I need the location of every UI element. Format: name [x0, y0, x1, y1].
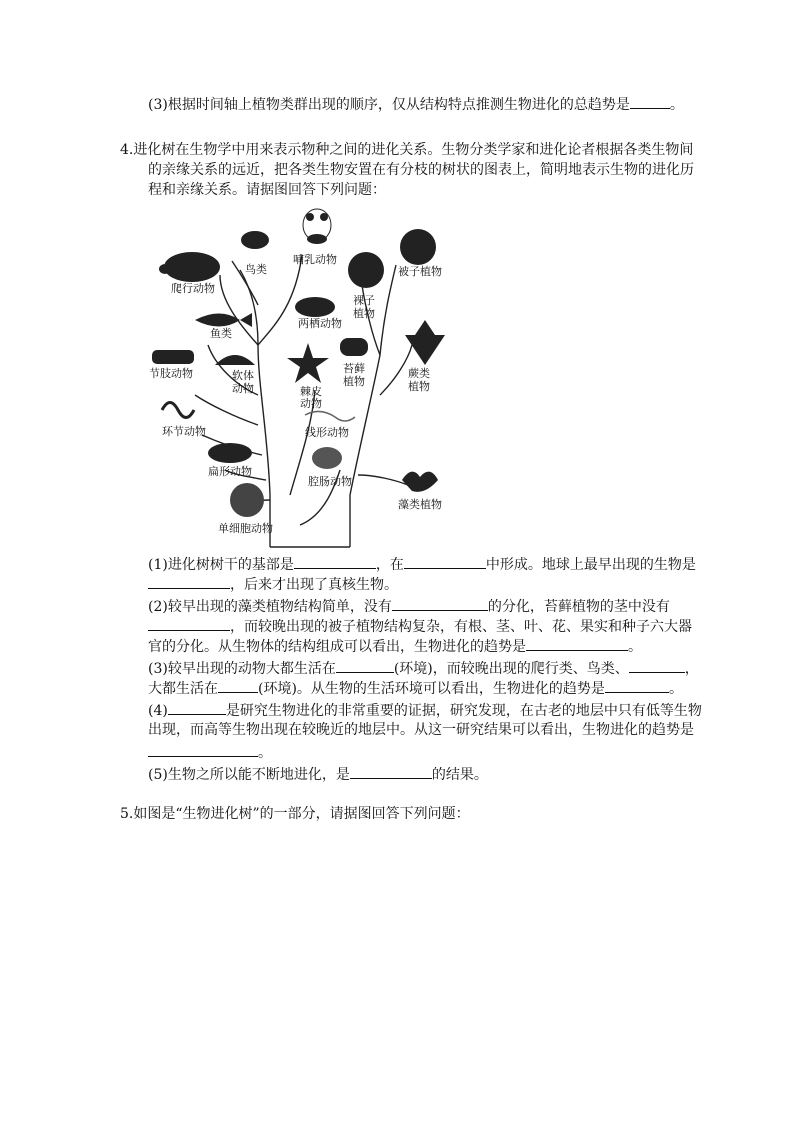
sub2-line-3: [148, 636, 642, 657]
sub2-text-d: 官的分化。从生物体的结构组成可以看出，生物进化的趋势是: [148, 639, 526, 655]
sub3-line-1: [148, 658, 699, 679]
angiosperm-image: [400, 229, 436, 265]
q4-intro-line-3: 程和亲缘关系。请据图回答下列问题：: [148, 182, 386, 198]
label-coelenterate: 腔肠动物: [308, 475, 352, 488]
q3-end: 。: [669, 97, 684, 113]
fern-image: [405, 320, 445, 365]
answer-blank[interactable]: [350, 764, 432, 779]
sub2-line-1: [148, 596, 670, 617]
label-fern-1: 蕨类: [408, 367, 430, 380]
gymnosperm-image: [348, 252, 384, 288]
sub1-text-a: (1)进化树树干的基部是: [148, 557, 294, 573]
label-mollusc-1: 软体: [232, 369, 254, 382]
sub3-text-d: 大都生活在: [148, 681, 218, 697]
answer-blank[interactable]: [605, 678, 669, 693]
bird-image: [241, 231, 269, 249]
sub4-line-1: [148, 700, 702, 721]
tree-labels: [149, 252, 442, 535]
fish-image: [195, 313, 252, 327]
sub5-text-b: 的结果。: [431, 767, 488, 783]
answer-blank[interactable]: [392, 596, 488, 611]
label-mollusc-2: 动物: [232, 382, 254, 395]
label-bird: 鸟类: [245, 263, 267, 276]
label-moss-1: 苔藓: [343, 362, 365, 375]
moss-image: [340, 338, 368, 356]
label-algae: 藻类植物: [398, 498, 442, 511]
sub1-text-c: 中形成。地球上最早出现的生物是: [485, 557, 696, 573]
sub4-text-c: 。: [258, 745, 272, 761]
question-5: 5.如图是“生物进化树”的一部分，请据图回答下列问题：: [120, 806, 470, 822]
sub1-line-2: [148, 574, 398, 595]
label-unicellular: 单细胞动物: [218, 522, 273, 535]
sub3-text-a: (3)较早出现的动物大都生活在: [148, 661, 336, 677]
label-nematode: 线形动物: [305, 426, 349, 439]
label-angiosperm: 被子植物: [398, 265, 442, 278]
answer-blank[interactable]: [630, 94, 670, 109]
answer-blank[interactable]: [294, 554, 376, 569]
answer-blank[interactable]: [629, 658, 685, 673]
sub4-text-b: 是研究生物进化的非常重要的证据，研究发现，在古老的地层中只有低等生物: [225, 703, 702, 719]
label-annelid: 环节动物: [162, 425, 206, 438]
answer-blank[interactable]: [148, 574, 230, 589]
q4-intro-line-1: 4.进化树在生物学中用来表示物种之间的进化关系。生物分类学家和进化论者根据各类生物间: [120, 142, 694, 158]
sub3-text-f: 。: [668, 681, 683, 697]
label-flatworm: 扁形动物: [208, 465, 252, 478]
evolution-tree-figure: [140, 195, 460, 550]
answer-blank[interactable]: [148, 742, 258, 757]
question-3-prev: [148, 94, 684, 115]
sub4-line-3: [148, 742, 272, 763]
sub1-text-d: ，后来才出现了真核生物。: [230, 577, 398, 593]
label-gymno-1: 裸子: [353, 294, 375, 307]
coelenterate-image: [312, 447, 342, 469]
sub3-text-e: (环境)。从生物的生活环境可以看出，生物进化的趋势是: [258, 681, 605, 697]
label-echino-1: 棘皮: [300, 385, 322, 398]
sub3-text-c: ，: [684, 661, 699, 677]
label-fish: 鱼类: [210, 327, 232, 340]
label-arthropod: 节肢动物: [149, 367, 193, 380]
sub2-text-b: 的分化，苔藓植物的茎中没有: [487, 599, 670, 615]
label-fern-2: 植物: [408, 380, 430, 393]
annelid-image: [162, 403, 194, 418]
flatworm-image: [208, 443, 252, 463]
q4-intro-line-2: 的亲缘关系的远近，把各类生物安置在有分枝的树状的图表上，简明地表示生物的进化历: [148, 162, 694, 178]
tortoise-image: [159, 252, 220, 282]
label-moss-2: 植物: [343, 375, 365, 388]
label-reptile: 爬行动物: [171, 282, 215, 295]
answer-blank[interactable]: [148, 616, 230, 631]
label-gymno-2: 植物: [353, 307, 375, 320]
label-echino-2: 动物: [300, 397, 322, 410]
sub2-text-c: ，而较晚出现的被子植物结构复杂，有根、茎、叶、花、果实和种子六大器: [230, 619, 692, 635]
answer-blank[interactable]: [218, 678, 258, 693]
sub5-line-1: [148, 764, 488, 785]
label-mammal: 哺乳动物: [293, 253, 337, 266]
sub5-text-a: (5)生物之所以能不断地进化，是: [148, 767, 350, 783]
algae-image: [402, 472, 438, 492]
label-amphibian: 两栖动物: [298, 317, 342, 330]
q3-text: (3)根据时间轴上植物类群出现的顺序，仅从结构特点推测生物进化的总趋势是: [148, 97, 630, 113]
sub3-text-b: (环境)，而较晚出现的爬行类、鸟类、: [393, 661, 629, 677]
sub2-line-2: [148, 616, 692, 637]
evolution-tree-svg: [140, 195, 460, 550]
nematode-image: [305, 411, 355, 421]
mollusc-image: [215, 355, 255, 365]
sub4-line-2: 出现，而高等生物出现在较晚近的地层中。从这一研究结果可以看出，生物进化的趋势是: [148, 722, 694, 738]
answer-blank[interactable]: [526, 636, 628, 651]
answer-blank[interactable]: [336, 658, 394, 673]
frog-image: [295, 297, 335, 317]
sub4-text-a: (4): [148, 703, 168, 719]
sub2-text-e: 。: [628, 639, 642, 655]
sub3-line-2: [148, 678, 683, 699]
arthropod-image: [152, 350, 194, 364]
answer-blank[interactable]: [404, 554, 486, 569]
sub1-text-b: ，在: [375, 557, 404, 573]
unicellular-image: [230, 483, 264, 517]
answer-blank[interactable]: [168, 700, 226, 715]
starfish-image: [287, 343, 329, 383]
sub1-line-1: [148, 554, 696, 575]
panda-image: [303, 209, 331, 244]
sub2-text-a: (2)较早出现的藻类植物结构简单，没有: [148, 599, 392, 615]
